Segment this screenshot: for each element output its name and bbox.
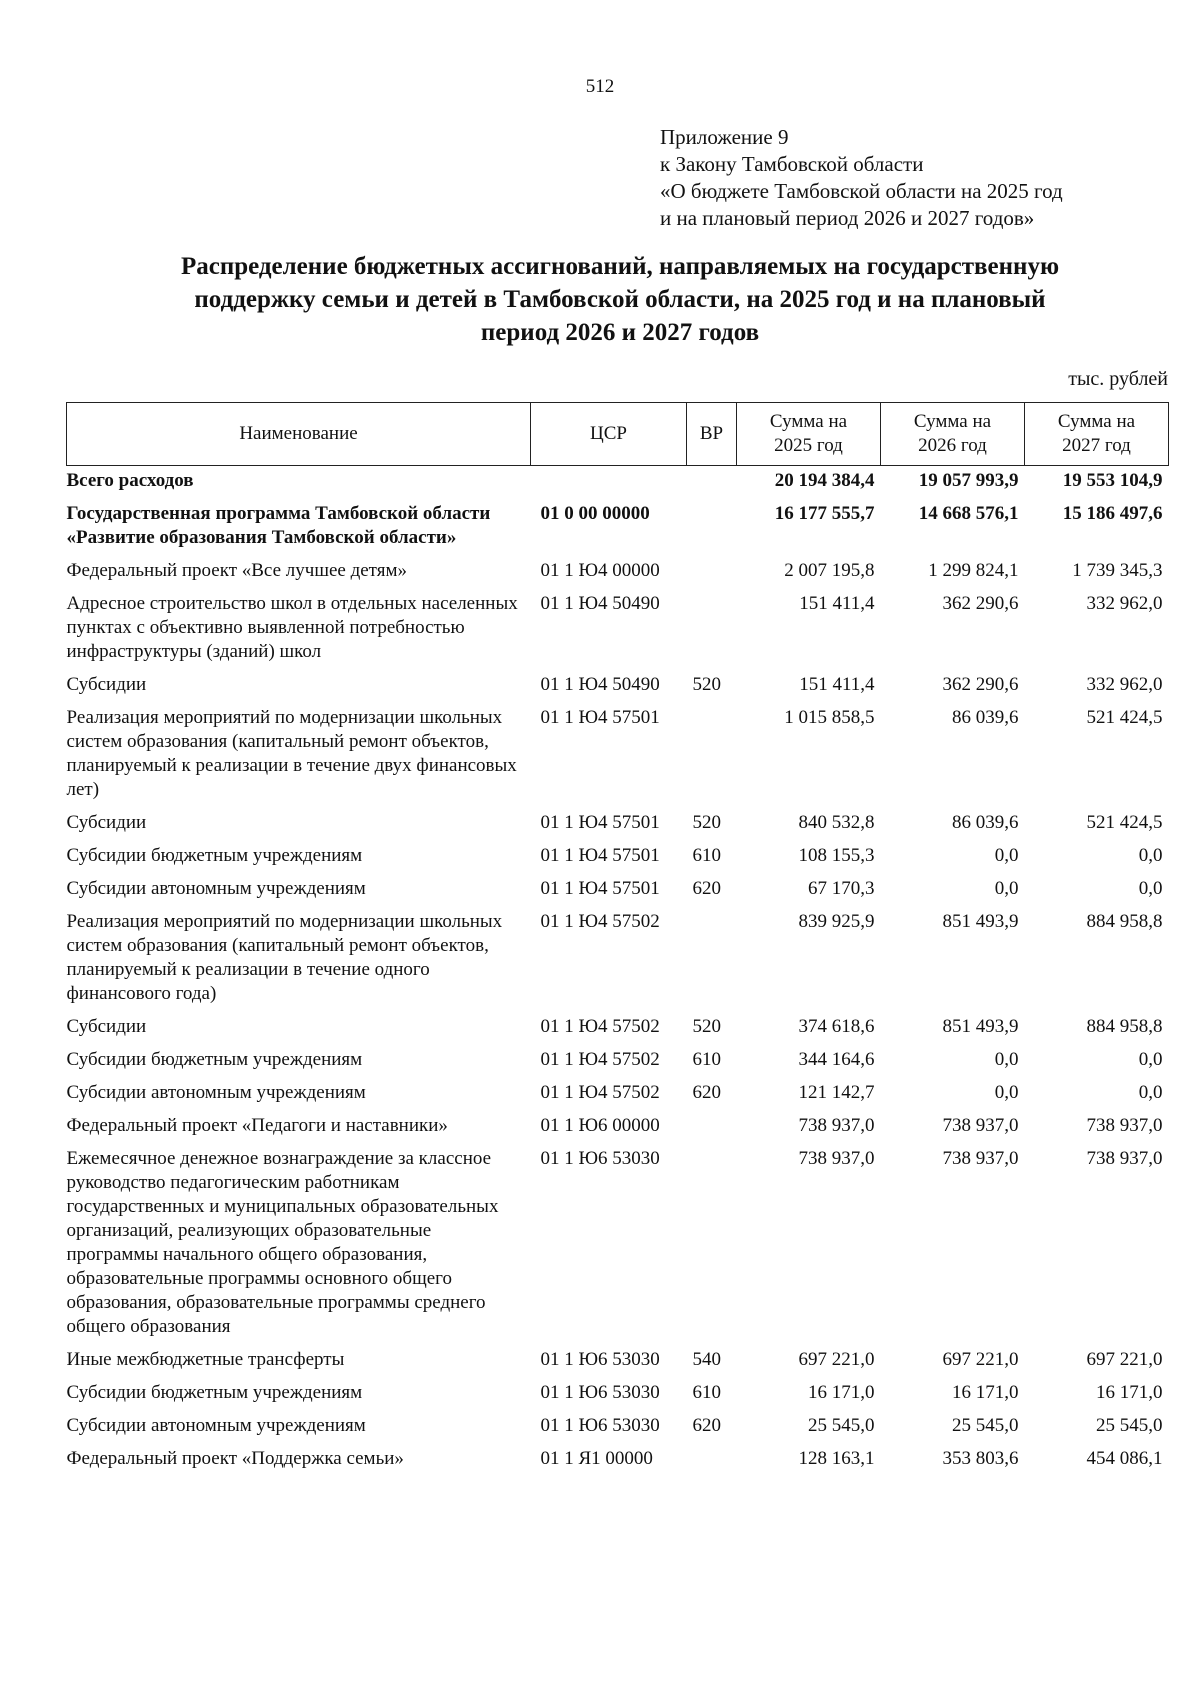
- row-vr-cell: [687, 1111, 737, 1144]
- title-line: период 2026 и 2027 годов: [480, 319, 760, 346]
- row-vr-cell: 610: [692, 845, 721, 866]
- appendix-line: Приложение 9: [660, 125, 789, 149]
- row-sum-2027-cell: 738 937,0: [1086, 1148, 1163, 1169]
- row-sum-2025-cell: 67 170,3: [808, 878, 875, 899]
- title-line: Распределение бюджетных ассигнований, направляемых на государственную: [180, 253, 1060, 280]
- row-vr-cell: [687, 499, 737, 556]
- row-name-cell: Федеральный проект «Педагоги и наставники»: [66, 1115, 448, 1136]
- row-vr-cell: [687, 1144, 737, 1345]
- row-sum-2027-cell: 0,0: [1138, 878, 1163, 899]
- header-name: Наименование: [67, 403, 531, 466]
- row-sum-2025-cell: 128 163,1: [798, 1448, 875, 1469]
- row-sum-2025-cell: 697 221,0: [798, 1349, 875, 1370]
- header-sum-2027-line2: 2027 год: [1062, 435, 1131, 456]
- row-vr-cell: 520: [692, 812, 721, 833]
- table-row: [67, 499, 1169, 556]
- row-sum-2026-cell: 697 221,0: [942, 1349, 1019, 1370]
- row-sum-2025-cell: 16 177 555,7: [774, 503, 875, 524]
- row-csr-cell: 01 1 Ю4 00000: [540, 560, 660, 581]
- header-sum-2025-line2: 2025 год: [774, 435, 843, 456]
- table-row: [67, 589, 1169, 670]
- row-name-cell: Всего расходов: [66, 470, 194, 491]
- row-sum-2025-cell: 839 925,9: [798, 911, 875, 932]
- row-sum-2026-cell: 362 290,6: [942, 593, 1019, 614]
- row-sum-2027-cell: 332 962,0: [1086, 593, 1163, 614]
- row-sum-2026-cell: 16 171,0: [952, 1382, 1019, 1403]
- row-sum-2026-cell: 353 803,6: [942, 1448, 1019, 1469]
- row-name-cell: Федеральный проект «Все лучшее детям»: [66, 560, 407, 581]
- row-sum-2026-cell: 851 493,9: [942, 911, 1019, 932]
- row-sum-2026-cell: 1 299 824,1: [928, 560, 1019, 581]
- row-sum-2026-cell: 0,0: [994, 1082, 1019, 1103]
- row-sum-2027-cell: 521 424,5: [1086, 812, 1163, 833]
- row-vr-cell: [687, 466, 737, 500]
- appendix-line: к Закону Тамбовской области: [660, 152, 924, 176]
- header-sum-2025-line1: Сумма на: [769, 411, 848, 432]
- row-sum-2027-cell: 0,0: [1138, 1082, 1163, 1103]
- row-csr-cell: 01 1 Ю4 57501: [540, 845, 660, 866]
- row-csr-cell: 01 1 Ю6 53030: [540, 1382, 660, 1403]
- row-vr-cell: [687, 907, 737, 1012]
- header-sum-2027: [1025, 403, 1169, 466]
- table-row: [67, 874, 1169, 907]
- row-sum-2027-cell: 0,0: [1138, 845, 1163, 866]
- row-sum-2026-cell: 14 668 576,1: [918, 503, 1019, 524]
- row-name-cell: Реализация мероприятий по модернизации школьных систем образования (капитальный ремонт объектов, планируемый к реализации в течение двух финансовых лет): [66, 707, 517, 800]
- row-csr-cell: 01 1 Ю4 57502: [540, 1016, 660, 1037]
- row-sum-2025-cell: 374 618,6: [798, 1016, 875, 1037]
- row-vr-cell: [687, 556, 737, 589]
- header-sum-2026: [881, 403, 1025, 466]
- table-row: [67, 1345, 1169, 1378]
- row-name-cell: Субсидии автономным учреждениям: [66, 1082, 366, 1103]
- row-name-cell: Адресное строительство школ в отдельных населенных пунктах с объективно выявленной потребностью инфраструктуры (зданий) школ: [66, 593, 518, 662]
- header-sum-2026-line2: 2026 год: [918, 435, 987, 456]
- row-csr-cell: 01 1 Ю4 57501: [540, 812, 660, 833]
- row-sum-2025-cell: 108 155,3: [798, 845, 875, 866]
- row-vr-cell: 610: [692, 1382, 721, 1403]
- budget-table: [66, 402, 1169, 1477]
- row-sum-2026-cell: 0,0: [994, 878, 1019, 899]
- units-label: тыс. рублей: [1068, 368, 1168, 390]
- row-name-cell: Государственная программа Тамбовской области «Развитие образования Тамбовской области»: [66, 503, 491, 548]
- row-sum-2027-cell: 332 962,0: [1086, 674, 1163, 695]
- row-sum-2027-cell: 1 739 345,3: [1072, 560, 1163, 581]
- page-number: 512: [585, 76, 615, 97]
- row-vr-cell: 620: [692, 1082, 721, 1103]
- row-name-cell: Иные межбюджетные трансферты: [66, 1349, 345, 1370]
- row-vr-cell: [687, 703, 737, 808]
- appendix-line: и на плановый период 2026 и 2027 годов»: [660, 206, 1035, 230]
- row-csr-cell: 01 1 Ю6 53030: [540, 1349, 660, 1370]
- row-sum-2027-cell: 884 958,8: [1086, 911, 1163, 932]
- row-name-cell: Реализация мероприятий по модернизации школьных систем образования (капитальный ремонт объектов, планируемый к реализации в течение одного финансового года): [66, 911, 503, 1004]
- row-sum-2025-cell: 25 545,0: [808, 1415, 875, 1436]
- row-sum-2025-cell: 344 164,6: [798, 1049, 875, 1070]
- row-vr-cell: 520: [692, 1016, 721, 1037]
- row-vr-cell: 540: [692, 1349, 721, 1370]
- table-row: [67, 841, 1169, 874]
- row-sum-2027-cell: 19 553 104,9: [1062, 470, 1163, 491]
- row-sum-2025-cell: 20 194 384,4: [774, 470, 875, 491]
- row-csr-cell: 01 0 00 00000: [540, 503, 650, 524]
- row-sum-2026-cell: 86 039,6: [952, 812, 1019, 833]
- row-csr-cell: 01 1 Я1 00000: [540, 1448, 653, 1469]
- row-vr-cell: 610: [692, 1049, 721, 1070]
- row-sum-2027-cell: 25 545,0: [1096, 1415, 1163, 1436]
- header-sum-2027-line1: Сумма на: [1057, 411, 1136, 432]
- table-row: [67, 466, 1169, 500]
- table-row: [67, 1012, 1169, 1045]
- table-row: [67, 556, 1169, 589]
- row-csr-cell: 01 1 Ю4 50490: [540, 593, 660, 614]
- header-sum-2026-line1: Сумма на: [913, 411, 992, 432]
- row-vr-cell: [687, 1444, 737, 1477]
- row-sum-2027-cell: 884 958,8: [1086, 1016, 1163, 1037]
- row-sum-2025-cell: 151 411,4: [799, 674, 875, 695]
- row-vr-cell: 620: [692, 1415, 721, 1436]
- header-sum-2025: [737, 403, 881, 466]
- header-csr: ЦСР: [531, 403, 687, 466]
- header-vr: ВР: [687, 403, 737, 466]
- table-header-row: [67, 403, 1169, 466]
- row-sum-2026-cell: 25 545,0: [952, 1415, 1019, 1436]
- appendix-line: «О бюджете Тамбовской области на 2025 год: [660, 179, 1063, 203]
- row-csr-cell: [531, 466, 687, 500]
- row-sum-2025-cell: 2 007 195,8: [784, 560, 875, 581]
- row-name-cell: Субсидии автономным учреждениям: [66, 1415, 366, 1436]
- row-csr-cell: 01 1 Ю4 57502: [540, 1082, 660, 1103]
- row-sum-2025-cell: 738 937,0: [798, 1148, 875, 1169]
- row-csr-cell: 01 1 Ю4 57502: [540, 911, 660, 932]
- table-row: [67, 703, 1169, 808]
- row-csr-cell: 01 1 Ю4 57501: [540, 878, 660, 899]
- row-name-cell: Субсидии: [66, 674, 147, 695]
- row-sum-2025-cell: 151 411,4: [799, 593, 875, 614]
- row-csr-cell: 01 1 Ю4 50490: [540, 674, 660, 695]
- table-body: [67, 466, 1169, 1478]
- table-row: [67, 1111, 1169, 1144]
- row-sum-2025-cell: 121 142,7: [798, 1082, 875, 1103]
- table-row: [67, 1078, 1169, 1111]
- row-sum-2027-cell: 15 186 497,6: [1062, 503, 1163, 524]
- row-sum-2026-cell: 0,0: [994, 1049, 1019, 1070]
- row-vr-cell: 520: [692, 674, 721, 695]
- row-sum-2026-cell: 738 937,0: [942, 1148, 1019, 1169]
- row-sum-2027-cell: 0,0: [1138, 1049, 1163, 1070]
- row-sum-2026-cell: 362 290,6: [942, 674, 1019, 695]
- row-sum-2026-cell: 851 493,9: [942, 1016, 1019, 1037]
- row-sum-2026-cell: 19 057 993,9: [918, 470, 1019, 491]
- row-sum-2026-cell: 86 039,6: [952, 707, 1019, 728]
- table-row: [67, 1411, 1169, 1444]
- title-line: поддержку семьи и детей в Тамбовской области, на 2025 год и на плановый: [194, 286, 1046, 313]
- row-csr-cell: 01 1 Ю6 53030: [540, 1415, 660, 1436]
- row-csr-cell: 01 1 Ю6 53030: [540, 1148, 660, 1169]
- row-name-cell: Субсидии автономным учреждениям: [66, 878, 366, 899]
- row-sum-2026-cell: 0,0: [994, 845, 1019, 866]
- row-sum-2027-cell: 16 171,0: [1096, 1382, 1163, 1403]
- document-title: [60, 250, 1180, 349]
- table-row: [67, 808, 1169, 841]
- row-sum-2025-cell: 16 171,0: [808, 1382, 875, 1403]
- row-sum-2027-cell: 521 424,5: [1086, 707, 1163, 728]
- row-name-cell: Субсидии бюджетным учреждениям: [66, 1049, 363, 1070]
- row-sum-2025-cell: 1 015 858,5: [784, 707, 875, 728]
- row-sum-2027-cell: 454 086,1: [1086, 1448, 1163, 1469]
- row-sum-2027-cell: 697 221,0: [1086, 1349, 1163, 1370]
- table-row: [67, 1144, 1169, 1345]
- table-row: [67, 1444, 1169, 1477]
- row-vr-cell: [687, 589, 737, 670]
- table-row: [67, 670, 1169, 703]
- row-csr-cell: 01 1 Ю4 57501: [540, 707, 660, 728]
- table-row: [67, 907, 1169, 1012]
- row-name-cell: Ежемесячное денежное вознаграждение за классное руководство педагогическим работникам государственных и муниципальных образовательных организаций, реализующих образовательные программы начального общего образования, образовательные программы основного общего образования, образовательные программы среднего общего образования: [66, 1148, 499, 1337]
- row-sum-2027-cell: 738 937,0: [1086, 1115, 1163, 1136]
- row-name-cell: Субсидии бюджетным учреждениям: [66, 845, 363, 866]
- row-sum-2026-cell: 738 937,0: [942, 1115, 1019, 1136]
- table-row: [67, 1045, 1169, 1078]
- table-row: [67, 1378, 1169, 1411]
- row-vr-cell: 620: [692, 878, 721, 899]
- row-name-cell: Субсидии: [66, 812, 147, 833]
- row-name-cell: Федеральный проект «Поддержка семьи»: [66, 1448, 404, 1469]
- row-csr-cell: 01 1 Ю6 00000: [540, 1115, 660, 1136]
- row-csr-cell: 01 1 Ю4 57502: [540, 1049, 660, 1070]
- row-sum-2025-cell: 738 937,0: [798, 1115, 875, 1136]
- row-name-cell: Субсидии: [66, 1016, 147, 1037]
- row-name-cell: Субсидии бюджетным учреждениям: [66, 1382, 363, 1403]
- row-sum-2025-cell: 840 532,8: [798, 812, 875, 833]
- appendix-block: [660, 124, 1063, 232]
